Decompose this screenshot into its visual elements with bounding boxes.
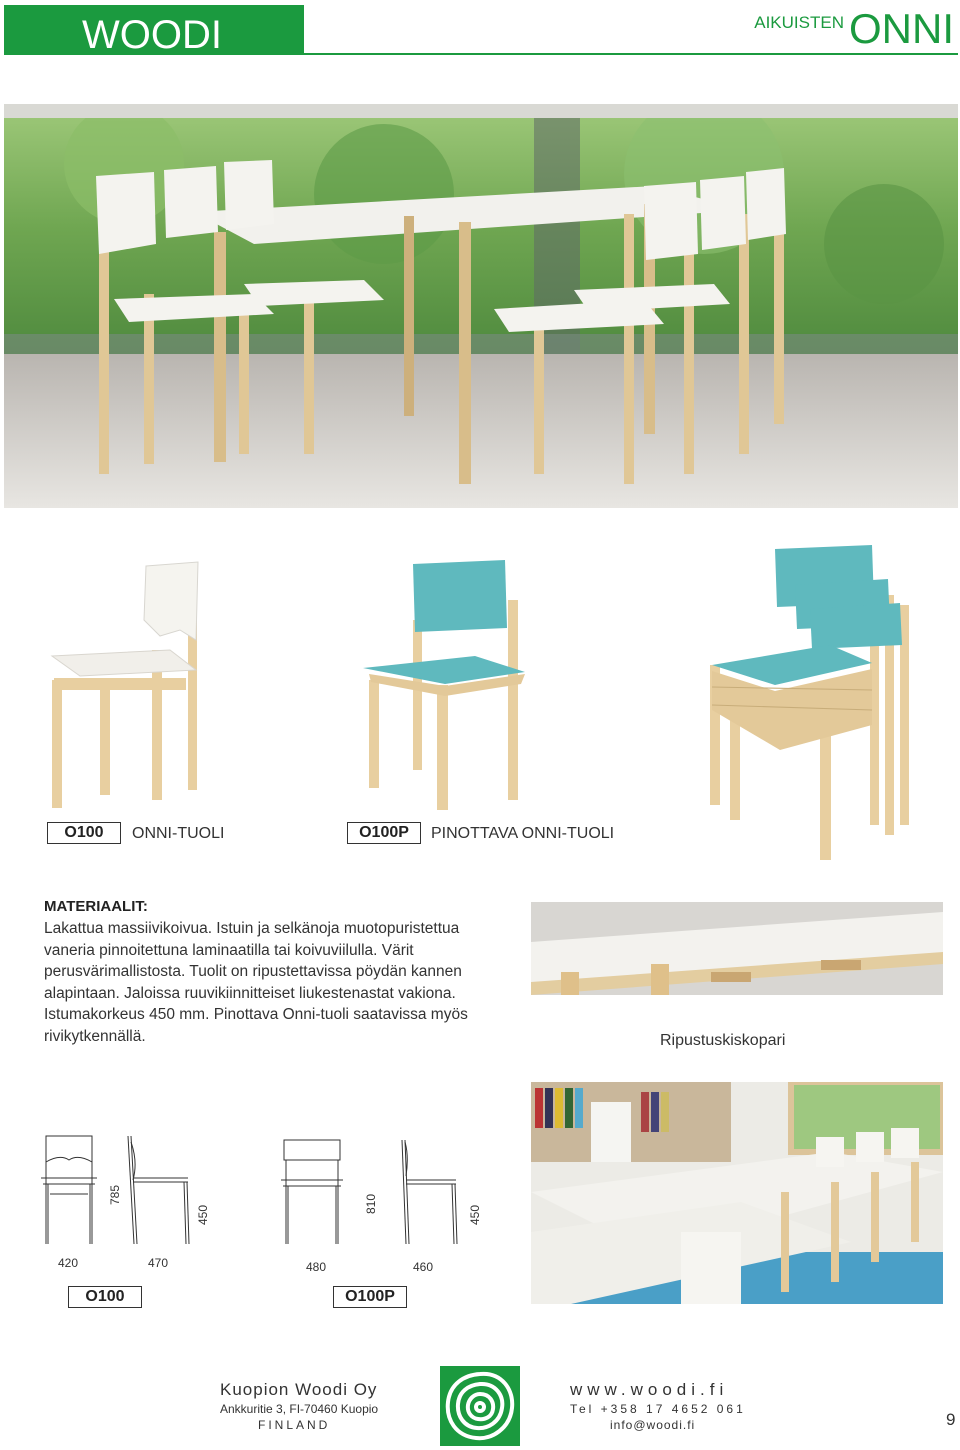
drawing-code-o100p: O100P [333,1286,407,1308]
product-code-o100p: O100P [347,822,421,844]
dim-o100-width: 420 [58,1256,79,1270]
materials-title: MATERIAALIT: [44,898,148,915]
header-brand-box [4,5,304,55]
chair-o100-photo [40,560,210,810]
footer-email-link[interactable]: info@woodi.fi [610,1418,696,1432]
product-name-o100p: PINOTTAVA ONNI-TUOLI [431,825,615,842]
drawing-o100p [278,1136,468,1246]
dim-o100-height: 785 [108,1184,122,1205]
footer-company: Kuopion Woodi Oy [220,1380,378,1399]
drawing-code-o100: O100 [68,1286,142,1308]
chair-o100p-photo [355,560,530,815]
dim-o100-depth: 470 [148,1256,169,1270]
chairs-stacked-photo [700,545,920,860]
header-subtitle: AIKUISTEN [754,13,844,32]
footer-website-link[interactable]: www.woodi.fi [570,1380,729,1399]
dim-o100p-height: 810 [364,1193,378,1214]
rail-photo [531,902,943,995]
classroom-photo [531,1082,943,1304]
rail-caption: Ripustuskiskopari [660,1032,786,1049]
footer-country: FINLAND [258,1418,331,1432]
materials-text: Lakattua massiivikoivua. Istuin ja selkänoja muotopuristettua vaneria pinnoitettuna laminaatilla tai koivuviilulla. Värit perusvärimallistosta. Tuolit on ripustettavissa pöydän kannen alapintaan. Jaloissa ruuvikiinnitteiset liukestenastat vakiona. Istumakorkeus 450 mm. Pinottava Onni-tuoli saatavissa myös rivikytkennällä. [44,920,468,1045]
dim-o100p-width: 480 [306,1260,327,1274]
hero-photo [4,104,958,508]
header-rule [304,53,958,55]
woodi-logo-icon [440,1366,520,1446]
page-number: 9 [946,1410,956,1429]
product-name-o100: ONNI-TUOLI [132,825,225,842]
header-title: ONNI [849,5,954,52]
dim-o100-seat: 450 [196,1204,210,1225]
dim-o100p-seat: 450 [468,1204,482,1225]
dim-o100p-depth: 460 [413,1260,434,1274]
product-code-o100: O100 [47,822,121,844]
brand-name: WOODI [82,13,222,57]
footer-address: Ankkuritie 3, FI-70460 Kuopio [220,1402,379,1416]
footer-phone: Tel +358 17 4652 061 [570,1402,746,1416]
